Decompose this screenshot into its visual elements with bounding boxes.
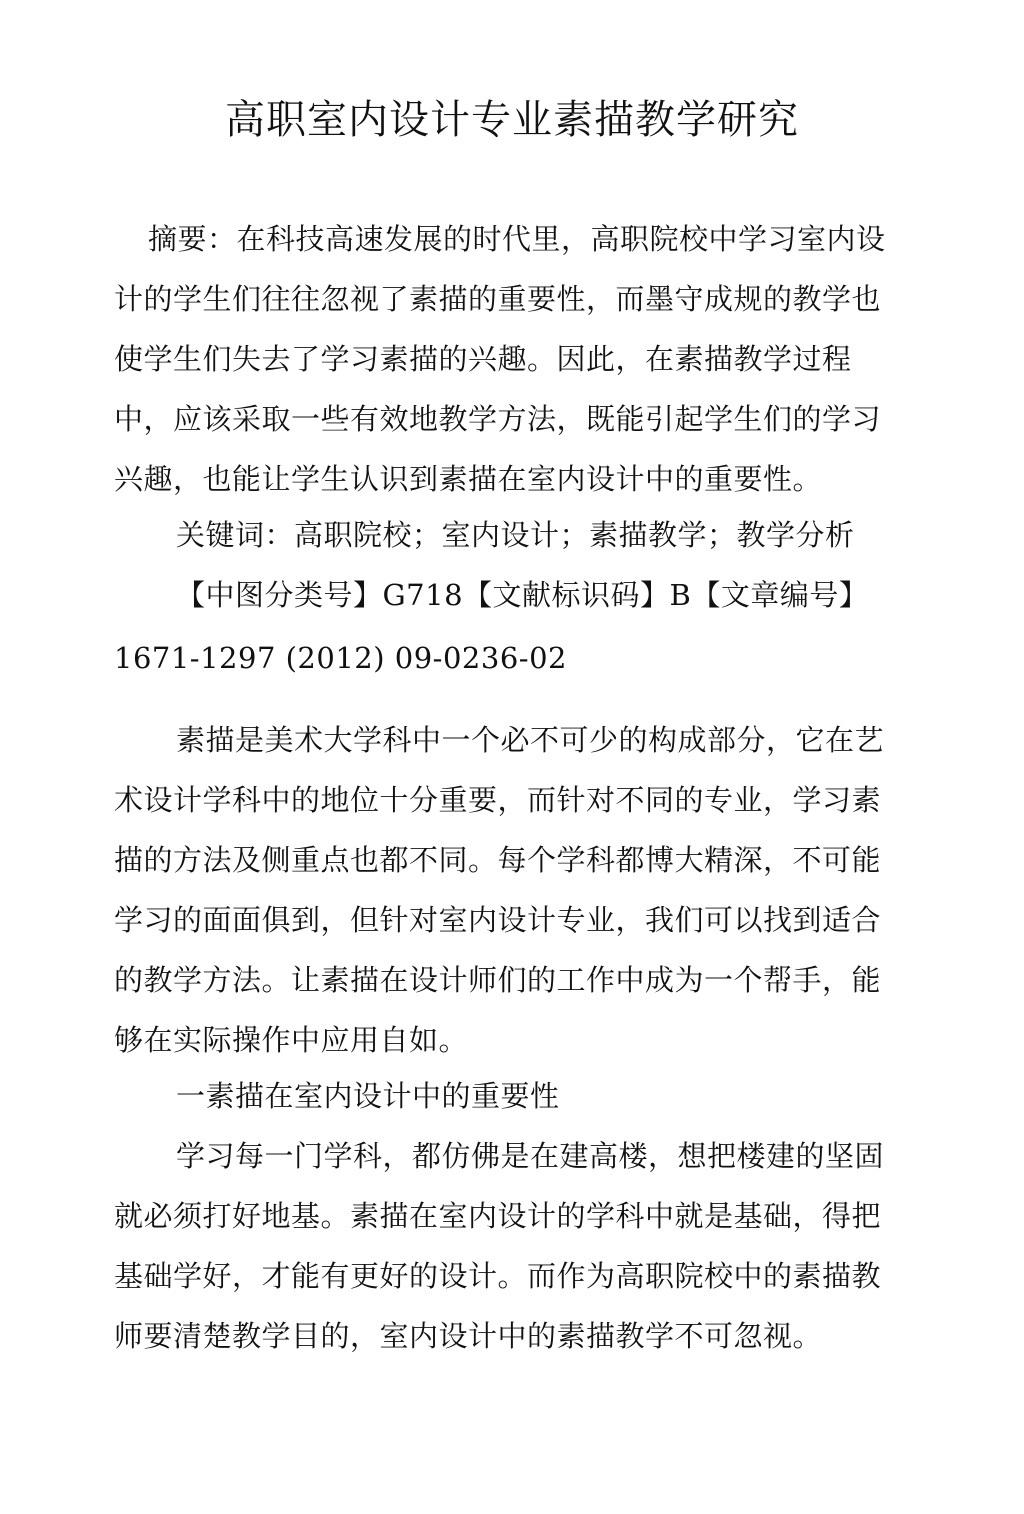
section-heading: 一素描在室内设计中的重要性	[176, 1079, 560, 1113]
keywords-line: 关键词：高职院校；室内设计；素描教学；教学分析	[176, 518, 855, 552]
article-number: 1671-1297 (2012) 09-0236-02	[114, 641, 567, 675]
body-paragraph-2: 学习每一门学科，都仿佛是在建高楼，想把楼建的坚固就必须打好地基。素描在室内设计的学科中就是基础，得把基础学好，才能有更好的设计。而作为高职院校中的素描教师要清楚教学目的，室内设计中的素描教学不可忽视。	[114, 1139, 885, 1353]
body-paragraph-1: 素描是美术大学科中一个必不可少的构成部分，它在艺术设计学科中的地位十分重要，而针对不同的专业，学习素描的方法及侧重点也都不同。每个学科都博大精深，不可能学习的面面俱到，但针对室内设计专业，我们可以找到适合的教学方法。让素描在设计师们的工作中成为一个帮手，能够在实际操作中应用自如。	[114, 723, 885, 1057]
classification-line: 【中图分类号】G718【文献标识码】B【文章编号】	[176, 578, 869, 612]
document-title: 高职室内设计专业素描教学研究	[225, 97, 799, 143]
abstract-paragraph: 摘要：在科技高速发展的时代里，高职院校中学习室内设计的学生们往往忽视了素描的重要性，而墨守成规的教学也使学生们失去了学习素描的兴趣。因此，在素描教学过程中，应该采取一些有效地教学方法，既能引起学生们的学习兴趣，也能让学生认识到素描在室内设计中的重要性。	[114, 222, 886, 496]
